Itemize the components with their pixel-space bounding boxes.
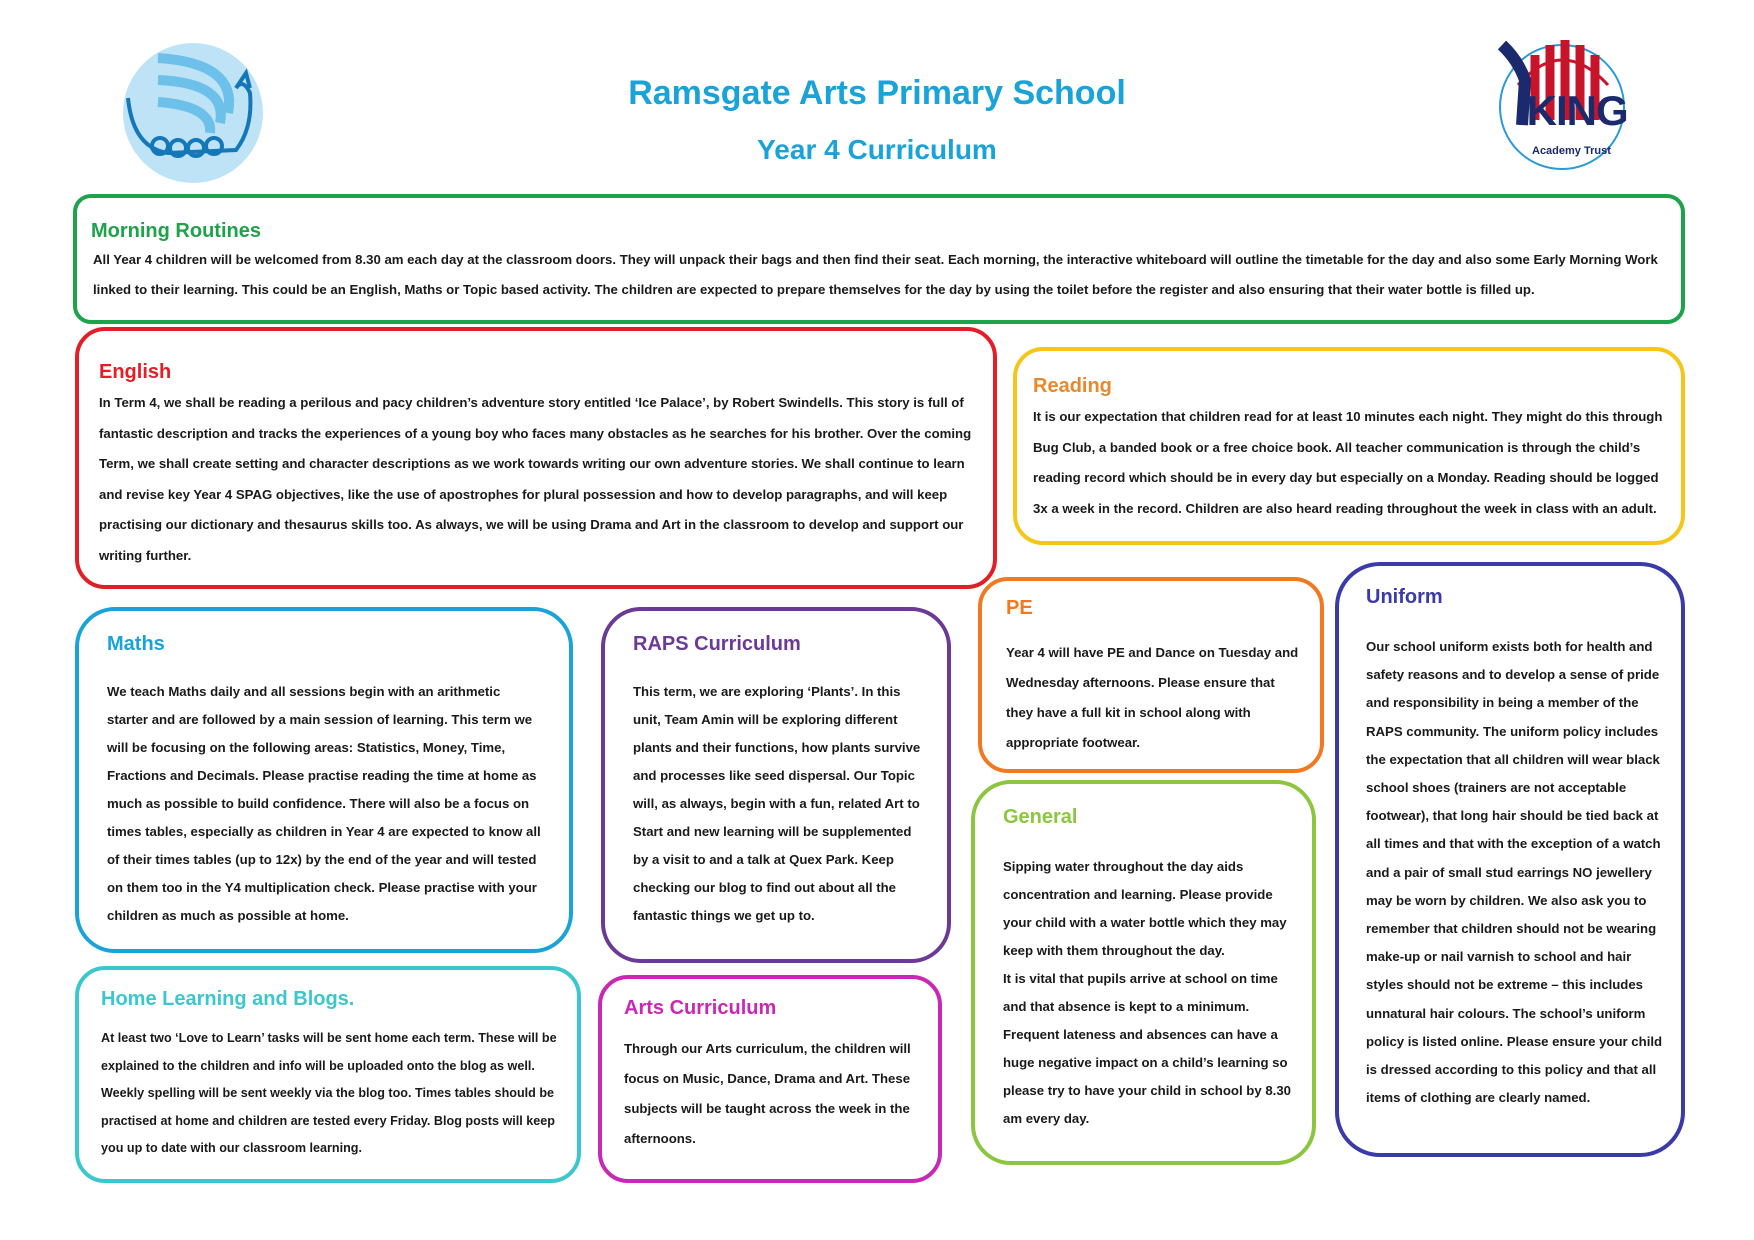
english-text: In Term 4, we shall be reading a perilous and pacy children’s adventure story entitled ‘Ice Palace’, by Robert Swindells. This story is full of fantastic description and tracks the experiences of a young boy who faces many obstacles as he searches for his brother. Over the coming Term, we shall create setting and character descriptions as we work towards writing our own adventure stories. We shall continue to learn and revise key Year 4 SPAG objectives, like the use of apostrophes for plural possession and how to develop paragraphs, and will keep practising our dictionary and thesaurus skills too. As always, we will be using Drama and Art in the classroom to develop and support our writing further. <box>99 395 972 563</box>
english-heading: English <box>99 361 172 383</box>
reading-heading: Reading <box>1033 375 1112 397</box>
arts-curriculum-heading: Arts Curriculum <box>624 997 777 1019</box>
page-subtitle: Year 4 Curriculum <box>757 134 997 165</box>
pe-box <box>978 577 1324 773</box>
raps-curriculum-heading: RAPS Curriculum <box>633 633 801 655</box>
general-text-water: Sipping water throughout the day aids concentration and learning. Please provide your child with a water bottle which they may keep with them throughout the day. <box>1003 859 1287 958</box>
morning-routines-box <box>73 194 1685 324</box>
morning-routines-text: All Year 4 children will be welcomed from 8.30 am each day at the classroom doors. They will unpack their bags and then find their seat. Each morning, the interactive whiteboard will outline the timetable for the day and also some Early Morning Work linked to their learning. This could be an English, Maths or Topic based activity. The children are expected to prepare themselves for the day by using the toilet before the register and also ensuring that their water bottle is filled up. <box>93 252 1658 297</box>
general-text-attendance: It is vital that pupils arrive at school on time and that absence is kept to a minimum. Frequent lateness and absences can have a huge negative impact on a child’s learning so please try to have your child in school by 8.30 am every day. <box>1003 971 1292 1126</box>
maths-heading: Maths <box>107 633 165 655</box>
home-learning-box <box>75 966 581 1183</box>
morning-routines-heading: Morning Routines <box>91 220 261 242</box>
general-box <box>971 780 1316 1165</box>
pe-heading: PE <box>1006 597 1033 619</box>
uniform-heading: Uniform <box>1366 586 1443 608</box>
reading-text: It is our expectation that children read for at least 10 minutes each night. They might do this through Bug Club, a banded book or a free choice book. All teacher communication is through the child’s reading record which should be in every day but especially on a Monday. Reading should be logged 3x a week in the record. Children are also heard reading throughout the week in class with an adult. <box>1033 409 1663 516</box>
arts-curriculum-text: Through our Arts curriculum, the children will focus on Music, Dance, Drama and Art. These subjects will be taught across the week in the afternoons. <box>624 1041 911 1146</box>
uniform-box <box>1335 562 1685 1157</box>
home-learning-text: At least two ‘Love to Learn’ tasks will be sent home each term. These will be explained to the children and info will be uploaded onto the blog as well. Weekly spelling will be sent weekly via the blog too. Times tables should be practised at home and children are tested every Friday. Blog posts will keep you up to date with our classroom learning. <box>101 1031 557 1155</box>
raps-curriculum-box <box>601 607 951 963</box>
page-title: Ramsgate Arts Primary School <box>628 74 1126 112</box>
maths-box <box>75 607 573 953</box>
general-heading: General <box>1003 806 1078 828</box>
maths-text: We teach Maths daily and all sessions begin with an arithmetic starter and are followed by a main session of learning. This term we will be focusing on the following areas: Statistics, Money, Time, Fractions and Decimals. Please practise reading the time at home as much as possible to build confidence. There will also be a focus on times tables, especially as children in Year 4 are expected to know all of their times tables (up to 12x) by the end of the year and will tested on them too in the Y4 multiplication check. Please practise with your children as much as possible at home. <box>107 684 541 923</box>
trust-logo-subtitle: Academy Trust <box>1532 145 1611 157</box>
trust-logo-wordmark: IKING <box>1516 87 1628 134</box>
reading-box <box>1013 347 1685 545</box>
english-box <box>75 327 997 589</box>
home-learning-heading: Home Learning and Blogs. <box>101 988 355 1010</box>
pe-text: Year 4 will have PE and Dance on Tuesday and Wednesday afternoons. Please ensure that they have a full kit in school along with appropriate footwear. <box>1006 645 1299 750</box>
raps-curriculum-text: This term, we are exploring ‘Plants’. In this unit, Team Amin will be exploring different plants and their functions, how plants survive and processes like seed dispersal. Our Topic will, as always, begin with a fun, related Art to Start and new learning will be supplemented by a visit to and a talk at Quex Park. Keep checking our blog to find out about all the fantastic things we get up to. <box>633 684 921 923</box>
uniform-text: Our school uniform exists both for health and safety reasons and to develop a sense of pride and responsibility in being a member of the RAPS community. The uniform policy includes the expectation that all children will wear black school shoes (trainers are not acceptable footwear), that long hair should be tied back at all times and that with the exception of a watch and a pair of small stud earrings NO jewellery may be worn by children. We also ask you to remember that children should not be wearing make-up or nail varnish to school and hair styles should not be extreme – this includes unnatural hair colours. The school’s uniform policy is listed online. Please ensure your child is dressed according to this policy and that all items of clothing are clearly named. <box>1366 639 1663 1106</box>
arts-curriculum-box <box>598 975 942 1183</box>
